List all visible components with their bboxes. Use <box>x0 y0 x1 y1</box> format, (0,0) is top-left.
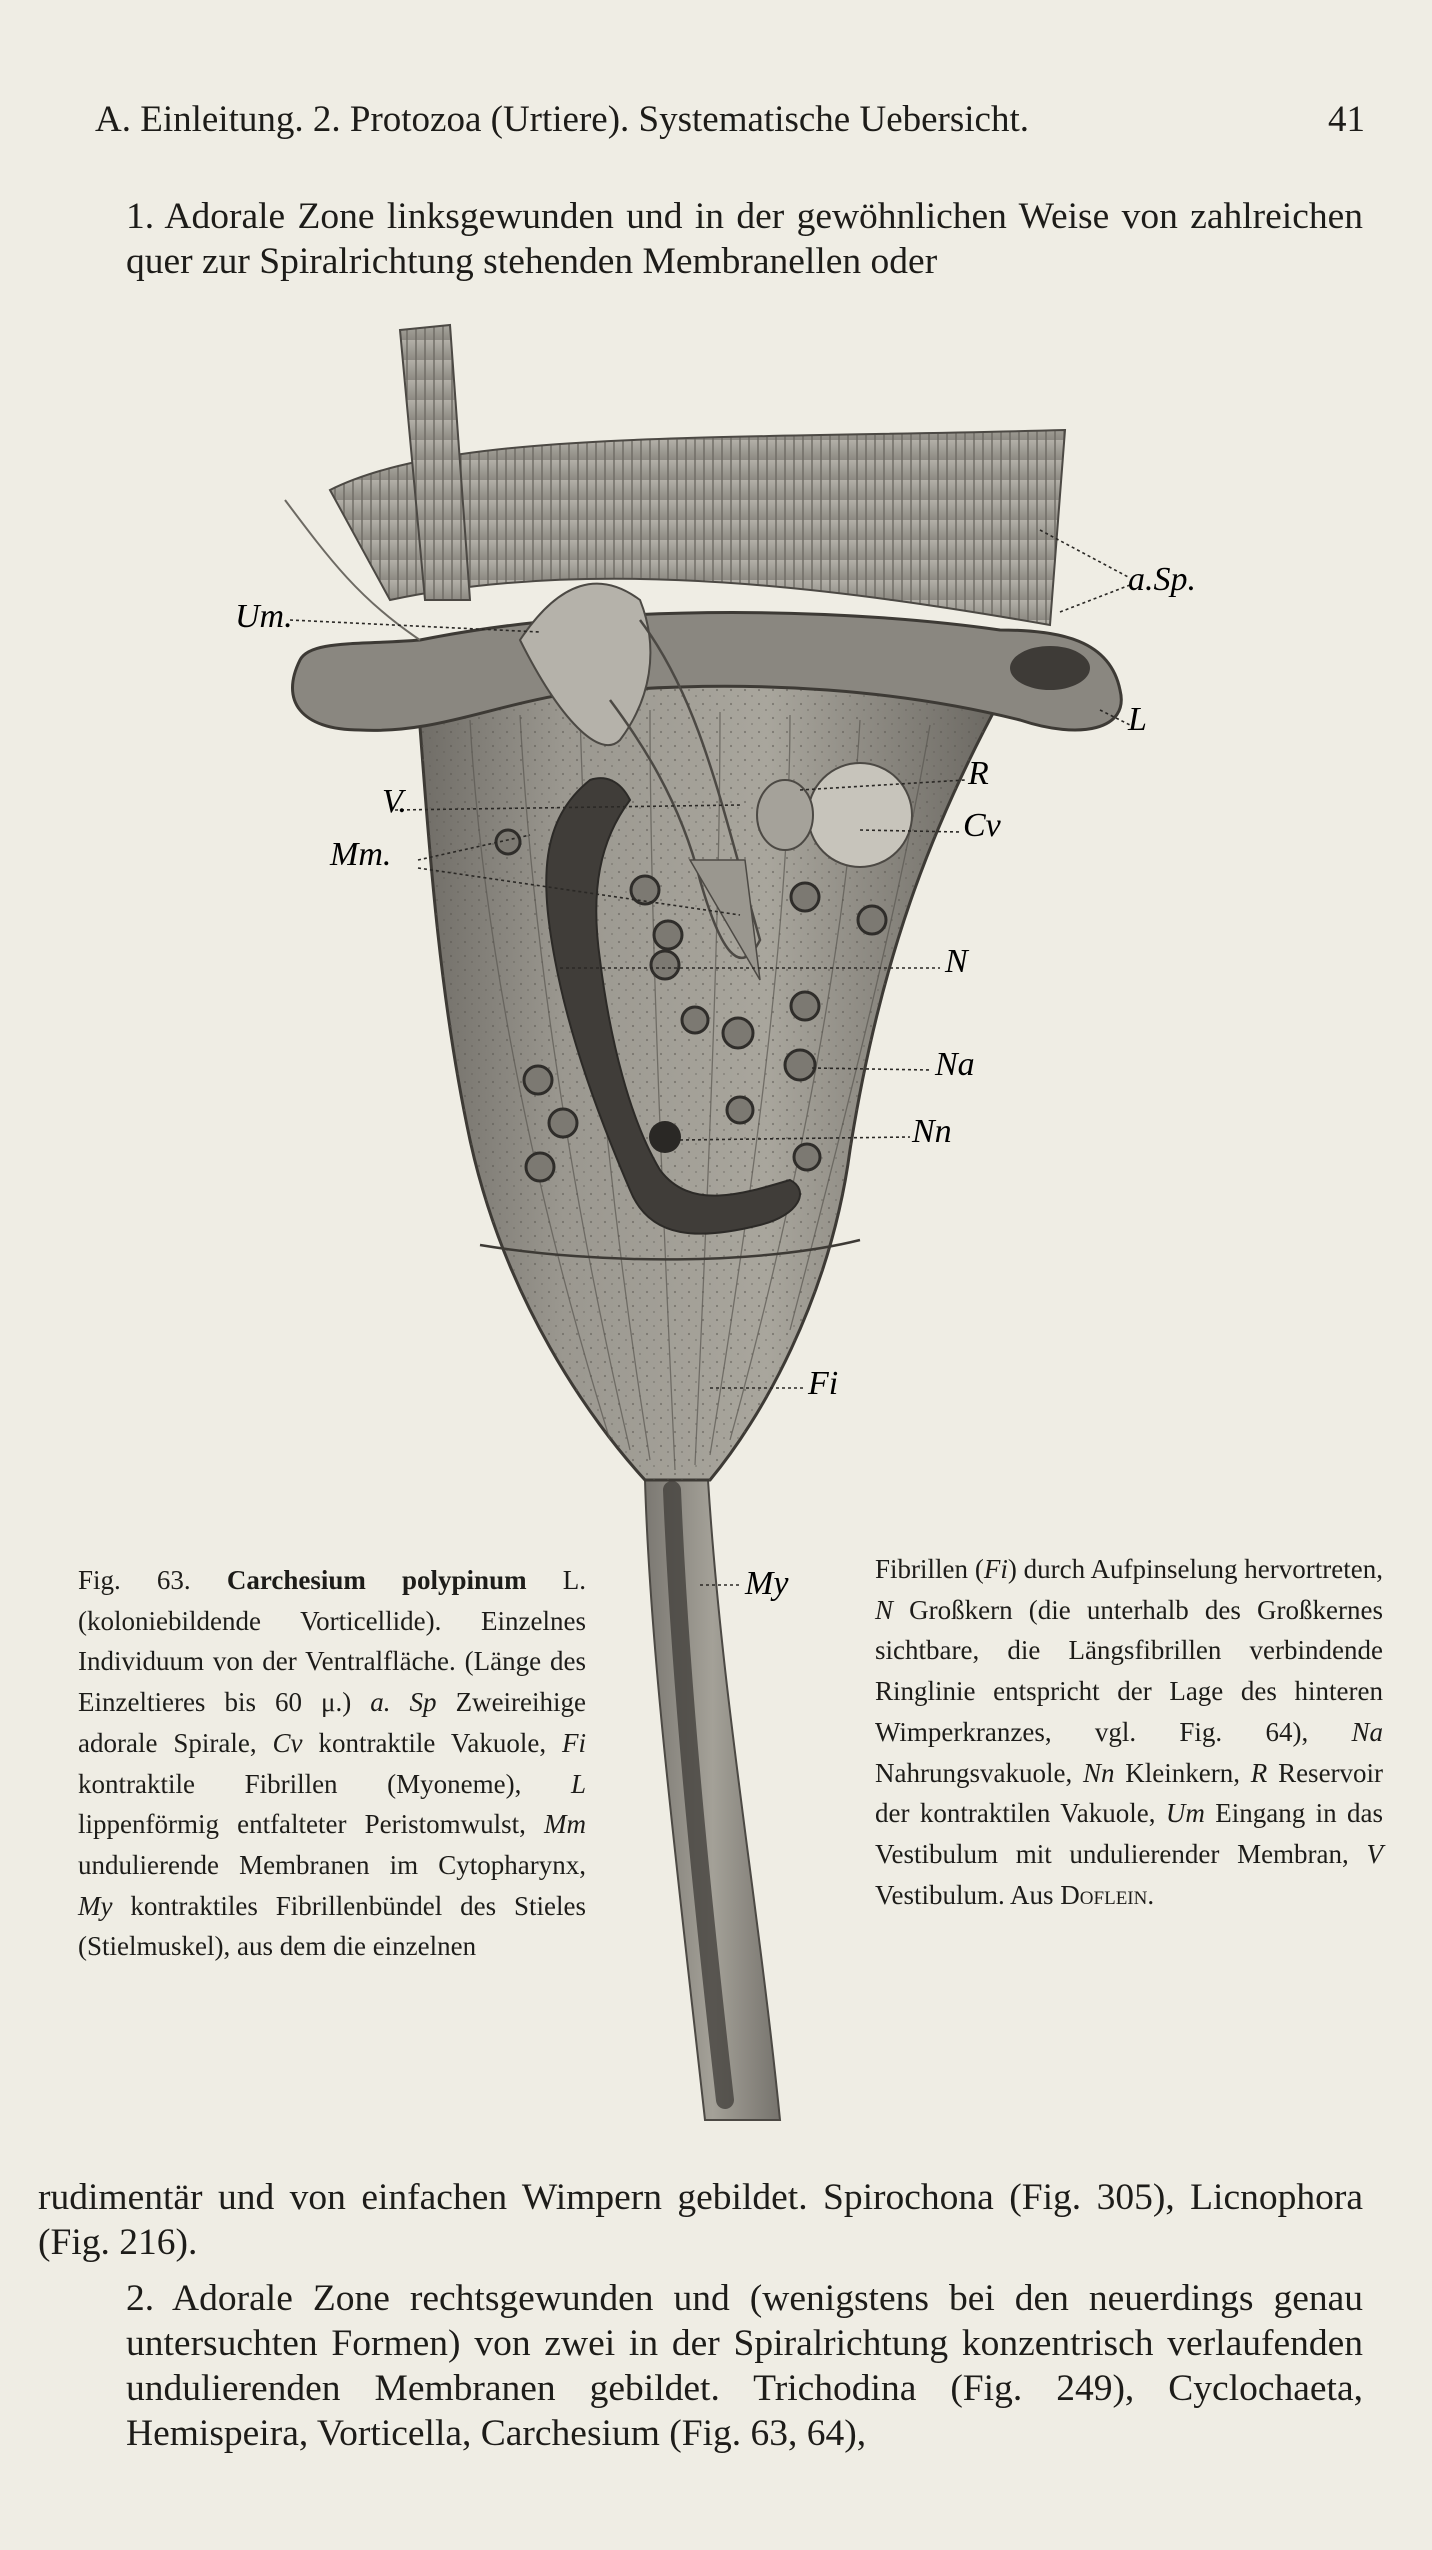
caption-definition: Vestibulum. <box>875 1879 1005 1910</box>
paragraph-1-continued <box>38 2175 1363 2265</box>
caption-definition: lippenförmig entfalteter Peristomwulst, <box>78 1809 526 1840</box>
running-title: A. Einleitung. 2. Protozoa (Urtiere). Systematische Uebersicht. <box>95 99 1029 140</box>
caption-term: My <box>78 1890 113 1921</box>
label-na: Na <box>935 1046 975 1083</box>
caption-fig-number: Fig. 63. <box>78 1565 191 1595</box>
figure-caption-right <box>875 1549 1383 1915</box>
caption-source-name: Doflein. <box>1060 1879 1155 1910</box>
caption-term: Na <box>1351 1716 1384 1747</box>
caption-source-prefix: Aus <box>1010 1879 1054 1910</box>
label-a-sp: a.Sp. <box>1128 561 1196 598</box>
running-header <box>95 98 1365 148</box>
label-nn: Nn <box>912 1113 952 1150</box>
label-um: Um. <box>235 598 293 635</box>
paragraph-2-text: 2. Adorale Zone rechtsgewunden und (wenigstens bei den neuerdings genau untersuchten Formen) von zwei in der Spiralrichtung konzentrisch verlaufenden undulierenden Membranen gebildet. Trichodina (Fig. 249), Cyclochaeta, Hemispeira, Vorticella, Carchesium (Fig. 63, 64), <box>126 2278 1363 2454</box>
caption-species: Carchesium polypinum <box>226 1565 527 1595</box>
caption-text: ) durch Aufpinselung hervortreten, <box>1007 1554 1383 1584</box>
caption-term: Fi <box>562 1727 586 1758</box>
label-my: My <box>745 1565 789 1602</box>
caption-definition: kontraktile Vakuole, <box>318 1727 547 1758</box>
label-l: L <box>1128 701 1147 738</box>
caption-definition: Kleinkern, <box>1125 1757 1240 1788</box>
caption-definition: Nahrungsvakuole, <box>875 1757 1073 1788</box>
label-n: N <box>945 943 968 980</box>
caption-term: Um <box>1165 1798 1205 1829</box>
label-r: R <box>968 755 989 792</box>
caption-definition: kontraktile Fibrillen (Myoneme), <box>78 1768 522 1799</box>
caption-term: a. Sp <box>370 1687 437 1718</box>
caption-term: V <box>1366 1838 1384 1869</box>
label-fi: Fi <box>808 1365 839 1402</box>
caption-author: L. <box>562 1565 586 1595</box>
paragraph-1-text: 1. Adorale Zone linksgewunden und in der gewöhnlichen Weise von zahlreichen quer zur Spiralrichtung stehenden Membranellen oder <box>126 196 1363 282</box>
paragraph-2 <box>38 2276 1363 2456</box>
label-v: V. <box>382 783 407 820</box>
caption-definition: Zweireihige adorale Spirale, <box>78 1687 587 1758</box>
caption-term: L <box>570 1768 587 1799</box>
caption-definition: Eingang in das Vestibulum mit undulierender Membran, <box>875 1798 1383 1869</box>
micronucleus <box>649 1121 681 1153</box>
label-mm: Mm. <box>330 836 392 873</box>
caption-term: Nn <box>1082 1757 1115 1788</box>
caption-text: Fibrillen ( <box>875 1554 984 1584</box>
caption-term: N <box>875 1594 894 1625</box>
page-number: 41 <box>1328 99 1365 140</box>
caption-term: Cv <box>272 1727 303 1758</box>
caption-term: Mm <box>544 1809 586 1840</box>
caption-definition: Reservoir der kontraktilen Vakuole, <box>875 1757 1384 1829</box>
caption-term: Fi <box>983 1554 1008 1584</box>
reservoir <box>757 780 813 850</box>
label-cv: Cv <box>963 807 1001 844</box>
caption-definition: undulierende Membranen im Cytopharynx, <box>78 1849 586 1880</box>
caption-definition: kontraktiles Fibrillenbündel des Stieles (Stielmuskel), aus dem die einzelnen <box>78 1890 586 1962</box>
caption-definition: Großkern (die unterhalb des Großkernes sichtbare, die Längsfibrillen verbindende Ringlinie entspricht der Lage des hinteren Wimperkranzes, vgl. Fig. 64), <box>875 1594 1383 1747</box>
paragraph-1-continued-text: rudimentär und von einfachen Wimpern gebildet. Spirochona (Fig. 305), Licnophora (Fig. 216). <box>38 2177 1363 2263</box>
paragraph-1 <box>38 194 1363 284</box>
figure-caption-left <box>78 1560 586 1967</box>
caption-description: (koloniebildende Vorticellide). Einzelnes Individuum von der Ventralfläche. (Länge des Einzeltieres bis 60 μ.) <box>78 1605 586 1718</box>
caption-term: R <box>1250 1757 1268 1788</box>
contractile-vacuole <box>808 763 912 867</box>
